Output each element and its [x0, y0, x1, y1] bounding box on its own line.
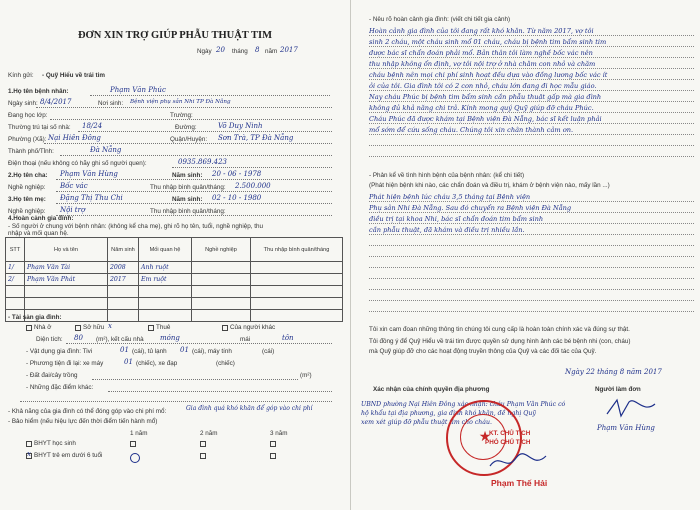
fridge-unit: (cái), máy tính [192, 348, 232, 355]
father-year: 20 - 06 - 1978 [212, 170, 262, 178]
row2-year: 2017 [108, 274, 139, 286]
school-line [50, 119, 332, 120]
land-unit: (m²) [300, 372, 312, 379]
roof-value: tôn [282, 334, 294, 342]
family-members-table [5, 237, 343, 322]
row1-job [192, 262, 251, 274]
patient-name-line [90, 95, 330, 96]
computer-unit: (cái) [262, 348, 275, 355]
official-signature [486, 450, 556, 474]
date-month-word: tháng [232, 48, 248, 55]
header-relation: Mối quan hệ [139, 238, 192, 262]
date-day: 20 [216, 46, 225, 54]
school-label: Đang học lớp: [8, 112, 48, 119]
father-income-label: Thu nhập bình quân/tháng: [150, 184, 226, 191]
area-value: 80 [74, 334, 83, 342]
story-line: cháu bệnh nên mọi chi phí sinh hoạt đều dựa vào đồng lương bốc vác ít [369, 71, 608, 79]
date-year-word: năm [265, 48, 278, 55]
bike-count: 01 [124, 358, 133, 366]
header-income: Thu nhập bình quân/tháng [251, 238, 343, 262]
insurance-col-3: 3 năm [270, 430, 288, 437]
date-prefix: Ngày [197, 48, 212, 55]
family-note-2: nhập và mối quan hệ. [8, 230, 69, 237]
other-line-2 [20, 401, 332, 402]
illness-line: điều trị tại khoa Nhi, bác sĩ chẩn đoán tim bẩm sinh [369, 215, 544, 223]
father-job-line [56, 191, 332, 192]
row1-relation: Anh ruột [139, 262, 192, 274]
city-value: Đà Nẵng [90, 146, 122, 154]
header-year: Năm sinh [108, 238, 139, 262]
city-label: Thành phố/Tỉnh: [8, 148, 54, 155]
street-label: Đường: [175, 124, 197, 131]
other-line [108, 391, 332, 392]
mother-heading: 3.Họ tên mẹ: [8, 196, 46, 203]
ward-line [44, 143, 332, 144]
illness-note-2: (Phát hiện bệnh khi nào, các chẩn đoán và điều trị, khám ở bệnh viện nào, mấy lần ...) [369, 182, 610, 189]
area-unit: (m²), kết cấu nhà [96, 336, 144, 343]
row2-relation: Em ruột [139, 274, 192, 286]
father-job: Bốc vác [60, 182, 88, 190]
bhyt-child-mark: x [27, 450, 31, 458]
father-job-label: Nghề nghiệp: [8, 184, 46, 191]
street-value: Võ Duy Ninh [218, 122, 263, 130]
patient-name: Phạm Văn Phúc [110, 86, 166, 94]
story-line: Cháu Phúc đã được khám tại Bệnh viện Đà Nẵng, bác sĩ kết luận phải [369, 115, 602, 123]
roof-label: mái [240, 336, 251, 343]
dob-line [36, 107, 332, 108]
area-line [66, 343, 332, 344]
mother-income-label: Thu nhập bình quân/tháng: [150, 208, 226, 215]
area-label: Diện tích: [36, 336, 63, 343]
table-row [6, 274, 343, 286]
date-month: 8 [255, 46, 260, 54]
illness-line: cần phẫu thuật, đã khám và điều trị nhiều lần. [369, 226, 525, 234]
illness-line: Phát hiện bệnh lúc cháu 3,5 tháng tại Bệnh viện [369, 193, 531, 201]
house-checkbox[interactable] [26, 325, 32, 331]
mother-year: 02 - 10 - 1980 [212, 194, 262, 202]
bhyt-child-label: BHYT trẻ em dưới 6 tuổi [34, 452, 103, 459]
address-number: 18/24 [82, 122, 103, 130]
insurance-label: - Bảo hiểm (nếu hiệu lực đến thời điểm tiến hành mổ) [8, 418, 158, 425]
header-name: Họ và tên [25, 238, 108, 262]
story-line: thu nhập không ổn định, vợ tôi nội trợ ở nhà chăm con nhỏ và chăm [369, 60, 596, 68]
applicant-name: Phạm Văn Hùng [597, 424, 655, 432]
relatives-checkbox[interactable] [222, 325, 228, 331]
story-line: sinh 2 cháu, một cháu sinh mổ 01 cháu, cháu bị bệnh tim bẩm sinh tim [369, 38, 607, 46]
bhyt-student-3y-checkbox[interactable] [270, 441, 276, 447]
applicant-signature [603, 394, 659, 422]
father-heading: 2.Họ tên cha: [8, 172, 48, 179]
stamp-text: KT. CHỦ TỊCH [489, 430, 531, 437]
house-label: Nhà ở [34, 324, 52, 331]
cycle-unit: (chiếc) [216, 360, 235, 367]
relatives-label: Của người khác [230, 324, 276, 331]
recipient-label: Kính gửi: [8, 72, 34, 79]
own-label: Sở hữu [83, 324, 105, 331]
insurance-col-2: 2 năm [200, 430, 218, 437]
illness-note: - Phản kể về tình hình bệnh của bệnh nhân: (kể chi tiết) [369, 172, 525, 179]
own-mark: x [108, 322, 112, 330]
row2-income [251, 274, 343, 286]
bhyt-child-2y-checkbox[interactable] [200, 453, 206, 459]
table-header-row [6, 238, 343, 262]
district-value: Sơn Trà, TP Đà Nẵng [218, 134, 294, 142]
other-label: - Những đặc điểm khác: [26, 384, 94, 391]
district-label: Quận/Huyện: [170, 136, 208, 143]
school-name-label: Trường: [170, 112, 193, 119]
row1-income [251, 262, 343, 274]
ability-label: - Khả năng của gia đình có thể đóng góp vào chi phí mổ: [8, 408, 167, 415]
rent-checkbox[interactable] [148, 325, 154, 331]
ability-value: Gia đình quá khó khăn để góp vào chi phí [186, 405, 313, 412]
area-extra: móng [160, 334, 180, 342]
story-line: không đủ khả năng chi trả. Kính mong quý Quỹ giúp đỡ cháu Phúc. [369, 104, 594, 112]
header-job: Nghề nghiệp [192, 238, 251, 262]
commitment-3: mà Quỹ giúp đỡ cho các hoạt động truyền thông của Quỹ và các đối tác của Quỹ. [369, 348, 597, 355]
mother-job-line [56, 215, 332, 216]
city-line [60, 155, 332, 156]
table-row [6, 298, 343, 310]
local-authority-label: Xác nhận của chính quyền địa phương [373, 386, 490, 393]
father-income: 2.500.000 [235, 182, 271, 190]
date-year: 2017 [280, 46, 298, 54]
bhyt-child-1y-checkbox[interactable] [130, 453, 140, 463]
confirmation-line: hộ khẩu tại địa phương, gia đình khó khăn, đề nghị Quỹ [361, 410, 536, 417]
bhyt-child-3y-checkbox[interactable] [270, 453, 276, 459]
bhyt-student-label: BHYT học sinh [34, 440, 76, 447]
patient-pob: Bệnh viện phụ sản Nhi TP Đà Nẵng [130, 99, 231, 105]
mother-name: Đặng Thị Thu Chi [60, 194, 123, 202]
row2-job [192, 274, 251, 286]
mother-job-label: Nghề nghiệp: [8, 208, 46, 215]
bhyt-student-2y-checkbox[interactable] [200, 441, 206, 447]
official-stamp: ★ [446, 400, 522, 476]
confirmation-line: xem xét giúp đỡ phẫu thuật tim cho cháu. [361, 419, 492, 426]
ward-label: Phường (Xã): [8, 136, 47, 143]
assets-heading: - Tài sản gia đình: [8, 314, 62, 321]
table-row [6, 262, 343, 274]
illness-line: Phụ sản Nhi Đà Nẵng. Sau đó chuyển ra Bệnh viện Đà Nẵng [369, 204, 572, 212]
mother-job: Nội trợ [60, 206, 86, 214]
address-label: Thường trú tại số nhà: [8, 124, 71, 131]
rent-label: Thuê [156, 324, 171, 331]
story-line: được bác sĩ chẩn đoán phải mổ. Bản thân tôi làm nghề bốc vác nên [369, 49, 593, 57]
mother-line [56, 203, 332, 204]
row1-year: 2008 [108, 262, 139, 274]
table-row [6, 286, 343, 298]
family-note-1: - Số người ở chung với bệnh nhân: (không kể cha mẹ), ghi rõ họ tên, tuổi, nghề nghiệp, thu [8, 223, 263, 230]
bhyt-student-checkbox[interactable] [26, 441, 32, 447]
row2-stt: 2/ [6, 274, 25, 286]
phone-value: 0935.869.423 [178, 158, 227, 166]
form-page-right [351, 0, 700, 510]
bike-unit: (chiếc), xe đạp [136, 360, 178, 367]
tv-unit: (cái), tủ lạnh [132, 348, 167, 355]
row2-name: Phạm Văn Phát [25, 274, 108, 286]
row1-stt: 1/ [6, 262, 25, 274]
story-line: ỏi của tôi. Gia đình tôi có 2 con nhỏ, cháu lớn đang đi học mẫu giáo. [369, 82, 597, 90]
story-line: Hoàn cảnh gia đình của tôi đang rất khó khăn. Từ năm 2017, vợ tôi [369, 27, 594, 35]
family-heading: 4.Hoàn cảnh gia đình: [8, 215, 74, 222]
father-year-label: Năm sinh: [172, 172, 203, 179]
header-stt: STT [6, 238, 25, 262]
ward-value: Nại Hiên Đông [48, 134, 101, 142]
address-line [78, 131, 332, 132]
story-line: Nay cháu Phúc bị bệnh tim bẩm sinh cần phẫu thuật gấp mà gia đình [369, 93, 602, 101]
commitment-1: Tôi xin cam đoan những thông tin chúng tôi cung cấp là hoàn toàn chính xác và đúng sự thật. [369, 326, 630, 333]
recipient-value: - Quỹ Hiểu về trái tim [42, 72, 105, 79]
bhyt-student-1y-checkbox[interactable] [130, 441, 136, 447]
commitment-2: Tôi đồng ý để Quỹ Hiểu về trái tim được quyền sử dụng hình ảnh các bé bệnh nhi (con, cháu) [369, 338, 631, 345]
land-label: - Đất đai/cây trồng [26, 372, 78, 379]
own-checkbox[interactable] [75, 325, 81, 331]
vehicle-label: - Phương tiện đi lại: xe máy [26, 360, 104, 367]
land-line [92, 379, 298, 380]
father-name: Phạm Văn Hùng [60, 170, 118, 178]
signature-date: Ngày 22 tháng 8 năm 2017 [565, 368, 662, 376]
fridge-count: 01 [180, 346, 189, 354]
mother-year-label: Năm sinh: [172, 196, 203, 203]
stamp-role: PHÓ CHỦ TỊCH [485, 439, 531, 446]
goods-label: - Vật dụng gia đình: Tivi [26, 348, 93, 355]
pob-label: Nơi sinh: [98, 100, 124, 107]
tv-count: 01 [120, 346, 129, 354]
official-name: Phạm Thế Hải [491, 478, 548, 488]
story-note: - Nêu rõ hoàn cảnh gia đình: (viết chi tiết gia cảnh) [369, 16, 511, 23]
confirmation-line: UBND phường Nại Hiên Đông xác nhận: cháu Phạm Văn Phúc có [361, 401, 566, 408]
phone-line [172, 167, 332, 168]
applicant-label: Người làm đơn [595, 386, 641, 393]
row1-name: Phạm Văn Tài [25, 262, 108, 274]
dob-label: Ngày sinh: [8, 100, 38, 107]
form-title: ĐƠN XIN TRỢ GIÚP PHẪU THUẬT TIM [77, 30, 273, 41]
phone-label: Điện thoại (nếu không có hãy ghi số người quen): [8, 160, 147, 167]
story-line: mổ sớm để cứu sống cháu. Chúng tôi xin chân thành cảm ơn. [369, 126, 574, 134]
insurance-col-1: 1 năm [130, 430, 148, 437]
patient-heading: 1.Họ tên bệnh nhân: [8, 88, 69, 95]
patient-dob: 8/4/2017 [40, 98, 72, 106]
father-line [56, 179, 332, 180]
